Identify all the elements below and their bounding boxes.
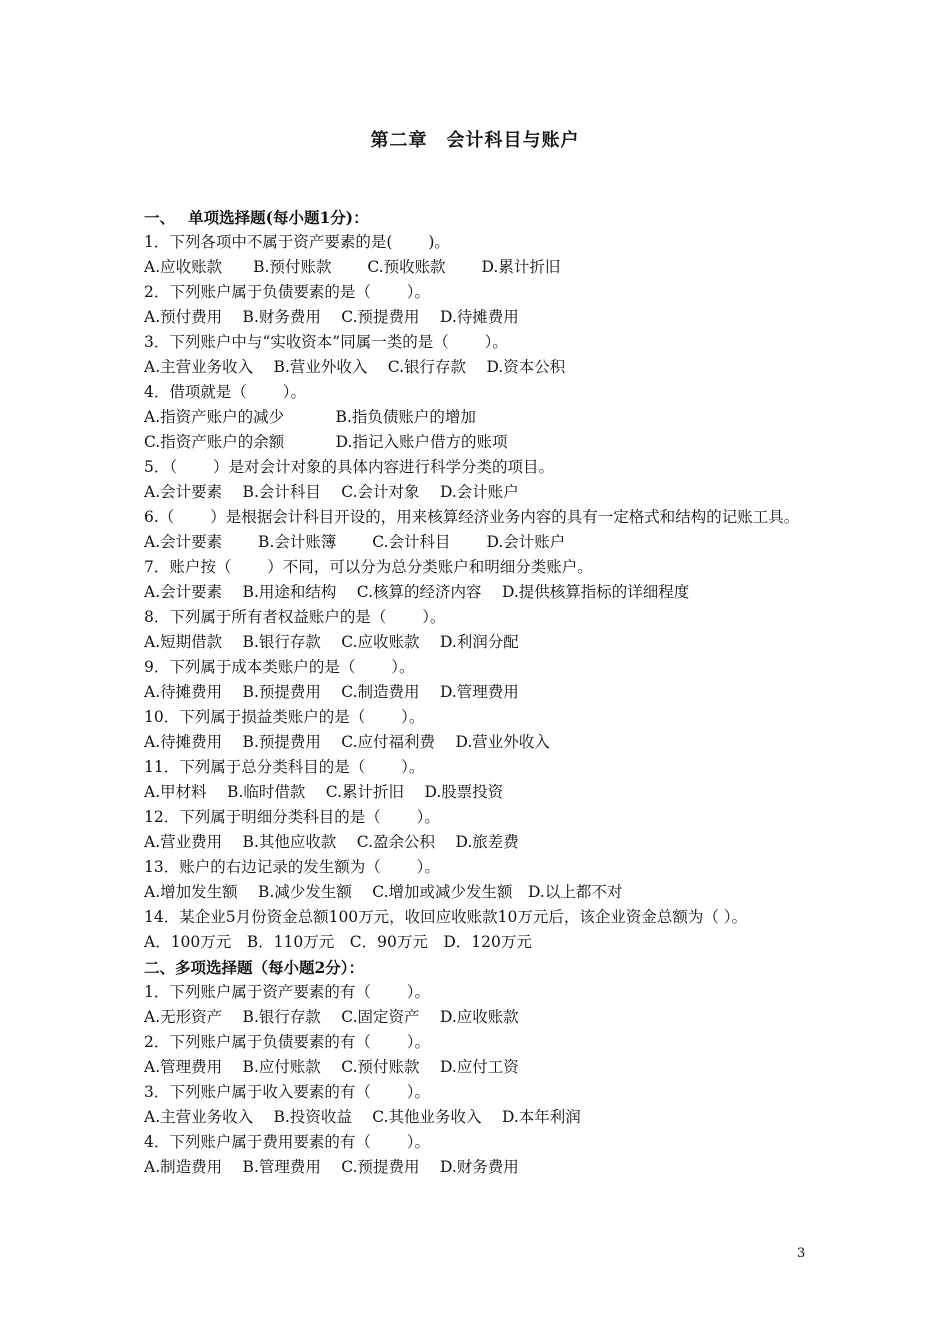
answer-options: A.增加发生额 B.减少发生额 C.增加或减少发生额 D.以上都不对 — [144, 883, 623, 901]
answer-options: A.指资产账户的减少 B.指负债账户的增加 — [144, 408, 476, 426]
question-text: 8．下列属于所有者权益账户的是（ ）。 — [144, 608, 446, 626]
question-text: 2．下列账户属于负债要素的是（ ）。 — [144, 283, 431, 301]
answer-options: A.待摊费用 B.预提费用 C.应付福利费 D.营业外收入 — [144, 733, 550, 751]
question-text: 4．借项就是（ ）。 — [144, 383, 307, 401]
answer-options: A.主营业务收入 B.投资收益 C.其他业务收入 D.本年利润 — [144, 1108, 581, 1126]
answer-options: A.营业费用 B.其他应收款 C.盈余公积 D.旅差费 — [144, 833, 519, 851]
page-number: 3 — [797, 1246, 806, 1261]
question-text: 6.（ ）是根据会计科目开设的，用来核算经济业务内容的具有一定格式和结构的记账工具。 — [144, 508, 800, 526]
question-text: 5．（ ）是对会计对象的具体内容进行科学分类的项目。 — [144, 458, 555, 476]
answer-options: A.会计要素 B.用途和结构 C.核算的经济内容 D.提供核算指标的详细程度 — [144, 583, 690, 601]
answer-options: A.预付费用 B.财务费用 C.预提费用 D.待摊费用 — [144, 308, 519, 326]
answer-options: A.主营业务收入 B.营业外收入 C.银行存款 D.资本公积 — [144, 358, 566, 376]
chapter-title: 第二章 会计科目与账户 — [370, 130, 580, 151]
answer-options: A.管理费用 B.应付账款 C.预付账款 D.应付工资 — [144, 1058, 519, 1076]
answer-options: A.待摊费用 B.预提费用 C.制造费用 D.管理费用 — [144, 683, 519, 701]
answer-options: A.甲材料 B.临时借款 C.累计折旧 D.股票投资 — [144, 783, 504, 801]
question-text: 3．下列账户属于收入要素的有（ ）。 — [144, 1083, 431, 1101]
answer-options: A.制造费用 B.管理费用 C.预提费用 D.财务费用 — [144, 1158, 519, 1176]
section-heading: 二、多项选择题（每小题2分）： — [144, 958, 365, 977]
question-text: 14．某企业5月份资金总额100万元，收回应收账款10万元后，该企业资金总额为（ ）。 — [144, 908, 748, 926]
answer-options: A.无形资产 B.银行存款 C.固定资产 D.应收账款 — [144, 1008, 519, 1026]
question-text: 2．下列账户属于负债要素的有（ ）。 — [144, 1033, 431, 1051]
question-text: 7．账户按（ ）不同，可以分为总分类账户和明细分类账户。 — [144, 558, 593, 576]
question-text: 9．下列属于成本类账户的是（ ）。 — [144, 658, 415, 676]
answer-options: A．100万元 B．110万元 C．90万元 D．120万元 — [144, 933, 532, 951]
question-list — [144, 205, 819, 1180]
answer-options: C.指资产账户的余额 D.指记入账户借方的账项 — [144, 433, 508, 451]
question-text: 11．下列属于总分类科目的是（ ）。 — [144, 758, 425, 776]
question-text: 3．下列账户中与“实收资本”同属一类的是（ ）。 — [144, 333, 508, 351]
section-heading: 一、 单项选择题(每小题1分)： — [144, 208, 369, 227]
question-text: 1．下列账户属于资产要素的有（ ）。 — [144, 983, 431, 1001]
question-text: 10．下列属于损益类账户的是（ ）。 — [144, 708, 425, 726]
answer-options: A.短期借款 B.银行存款 C.应收账款 D.利润分配 — [144, 633, 519, 651]
answer-options: A.会计要素 B.会计科目 C.会计对象 D.会计账户 — [144, 483, 519, 501]
question-text: 4．下列账户属于费用要素的有（ ）。 — [144, 1133, 431, 1151]
question-text: 12．下列属于明细分类科目的是（ ）。 — [144, 808, 440, 826]
answer-options: A.应收账款 B.预付账款 C.预收账款 D.累计折旧 — [144, 258, 561, 276]
answer-options: A.会计要素 B.会计账簿 C.会计科目 D.会计账户 — [144, 533, 566, 551]
question-text: 13．账户的右边记录的发生额为（ ）。 — [144, 858, 440, 876]
question-text: 1．下列各项中不属于资产要素的是( )。 — [144, 233, 450, 251]
